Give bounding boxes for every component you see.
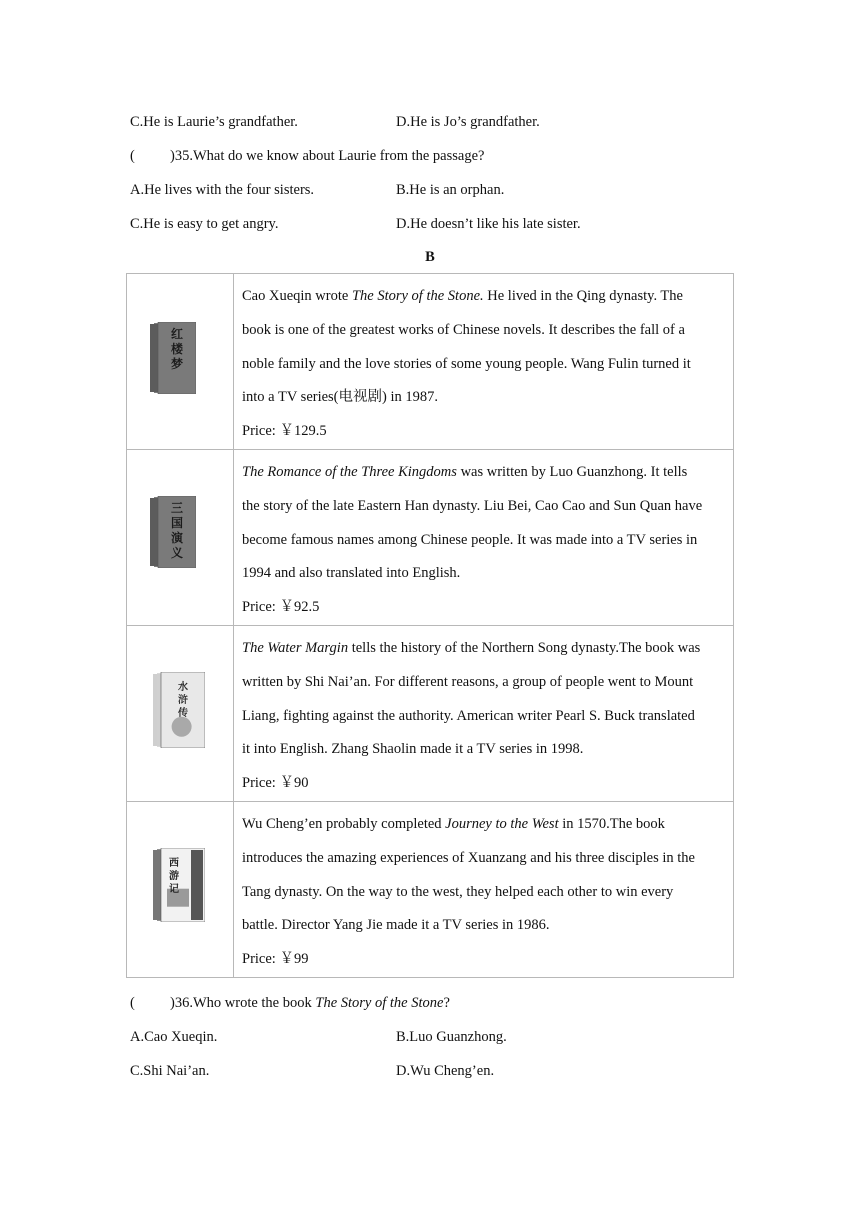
svg-text:游: 游	[169, 870, 179, 882]
svg-text:浒: 浒	[178, 694, 188, 706]
description-line: into a TV series(电视剧) in 1987.	[242, 389, 438, 406]
description-line: The Romance of the Three Kingdoms was written by Luo Guanzhong. It tells	[242, 463, 688, 480]
q36-book-title: The Story of the Stone	[315, 995, 444, 1011]
svg-text:演: 演	[170, 530, 184, 545]
description-line: become famous names among Chinese people. It was made into a TV series in	[242, 531, 698, 548]
q35-option-c: C.He is easy to get angry.	[130, 216, 279, 232]
book-price: Price: ￥92.5	[242, 599, 320, 616]
q35-option-d: D.He doesn’t like his late sister.	[396, 216, 581, 232]
q35-option-a: A.He lives with the four sisters.	[130, 182, 315, 198]
description-line: Liang, fighting against the authority. American writer Pearl S. Buck translated	[242, 707, 695, 724]
q35-text: )35.What do we know about Laurie from the passage?	[170, 148, 485, 164]
q36-option-row	[130, 1027, 507, 1047]
q34-option-d: D.He is Jo’s grandfather.	[396, 114, 540, 130]
book-title: The Story of the Stone.	[351, 288, 484, 304]
book-cover-image	[150, 496, 196, 568]
book-title: Journey to the West	[445, 815, 559, 832]
q35-option-row	[130, 180, 505, 200]
q36-option-a: A.Cao Xueqin.	[130, 1029, 218, 1045]
q35-option-b: B.He is an orphan.	[396, 182, 505, 198]
description-line: Cao Xueqin wrote The Story of the Stone. He lived in the Qing dynasty. The	[242, 288, 683, 304]
svg-text:义: 义	[170, 545, 184, 560]
svg-text:红: 红	[170, 327, 184, 341]
description-line: noble family and the love stories of some young people. Wang Fulin turned it	[242, 355, 691, 372]
book-row	[127, 274, 734, 450]
book-description-cell	[234, 625, 734, 801]
description-line: Tang dynasty. On the way to the west, they helped each other to win every	[242, 883, 674, 900]
svg-text:传: 传	[178, 707, 188, 719]
book-row	[127, 625, 734, 801]
section-heading: B	[425, 249, 435, 265]
book-cover-cell	[127, 625, 234, 801]
q34-option-row	[130, 112, 540, 132]
description-line: The Water Margin tells the history of the Northern Song dynasty.The book was	[242, 639, 701, 656]
description-line: book is one of the greatest works of Chinese novels. It describes the fall of a	[242, 321, 685, 338]
book-price: Price: ￥99	[242, 951, 309, 968]
q36-option-d: D.Wu Cheng’en.	[396, 1063, 495, 1079]
svg-text:水: 水	[178, 681, 188, 693]
book-title: The Romance of the Three Kingdoms	[242, 463, 457, 480]
description-line: Wu Cheng’en probably completed Journey to the West in 1570.The book	[242, 815, 665, 832]
book-row	[127, 449, 734, 625]
q36-text-pre: )36.Who wrote the book	[170, 995, 316, 1011]
q36-option-c: C.Shi Nai’an.	[130, 1063, 210, 1079]
svg-text:记: 记	[169, 883, 179, 895]
svg-text:楼: 楼	[170, 342, 184, 356]
q36-stem	[130, 993, 450, 1013]
book-price: Price: ￥129.5	[242, 423, 327, 440]
book-cover-cell	[127, 274, 234, 450]
description-line: the story of the late Eastern Han dynasty. Liu Bei, Cao Cao and Sun Quan have	[242, 497, 703, 514]
svg-text:三: 三	[170, 500, 184, 515]
svg-text:国: 国	[170, 515, 184, 530]
answer-bracket[interactable]: (	[130, 148, 135, 164]
q35-option-row	[130, 214, 581, 234]
book-cover-image	[153, 848, 205, 922]
q35-stem	[130, 146, 484, 166]
svg-text:梦: 梦	[170, 357, 184, 371]
q36-text-post: ?	[443, 995, 450, 1011]
description-line: battle. Director Yang Jie made it a TV series in 1986.	[242, 917, 550, 934]
q36-option-row	[130, 1061, 495, 1081]
book-cover-image	[153, 672, 205, 748]
q34-option-c: C.He is Laurie’s grandfather.	[130, 114, 298, 130]
book-cover-image	[150, 322, 196, 394]
book-cover-cell	[127, 449, 234, 625]
book-description-cell	[234, 449, 734, 625]
description-line: it into English. Zhang Shaolin made it a TV series in 1998.	[242, 741, 584, 758]
book-price: Price: ￥90	[242, 775, 309, 792]
description-line: 1994 and also translated into English.	[242, 565, 461, 582]
description-line: introduces the amazing experiences of Xuanzang and his three disciples in the	[242, 849, 695, 866]
book-title: The Water Margin	[242, 639, 349, 656]
answer-bracket[interactable]: (	[130, 995, 135, 1011]
svg-text:西: 西	[169, 857, 179, 869]
book-cover-cell	[127, 801, 234, 977]
book-row	[127, 801, 734, 977]
book-table	[126, 273, 734, 978]
q36-option-b: B.Luo Guanzhong.	[396, 1029, 507, 1045]
book-description-cell	[234, 801, 734, 977]
description-line: written by Shi Nai’an. For different reasons, a group of people went to Mount	[242, 673, 694, 690]
book-description-cell	[234, 274, 734, 450]
